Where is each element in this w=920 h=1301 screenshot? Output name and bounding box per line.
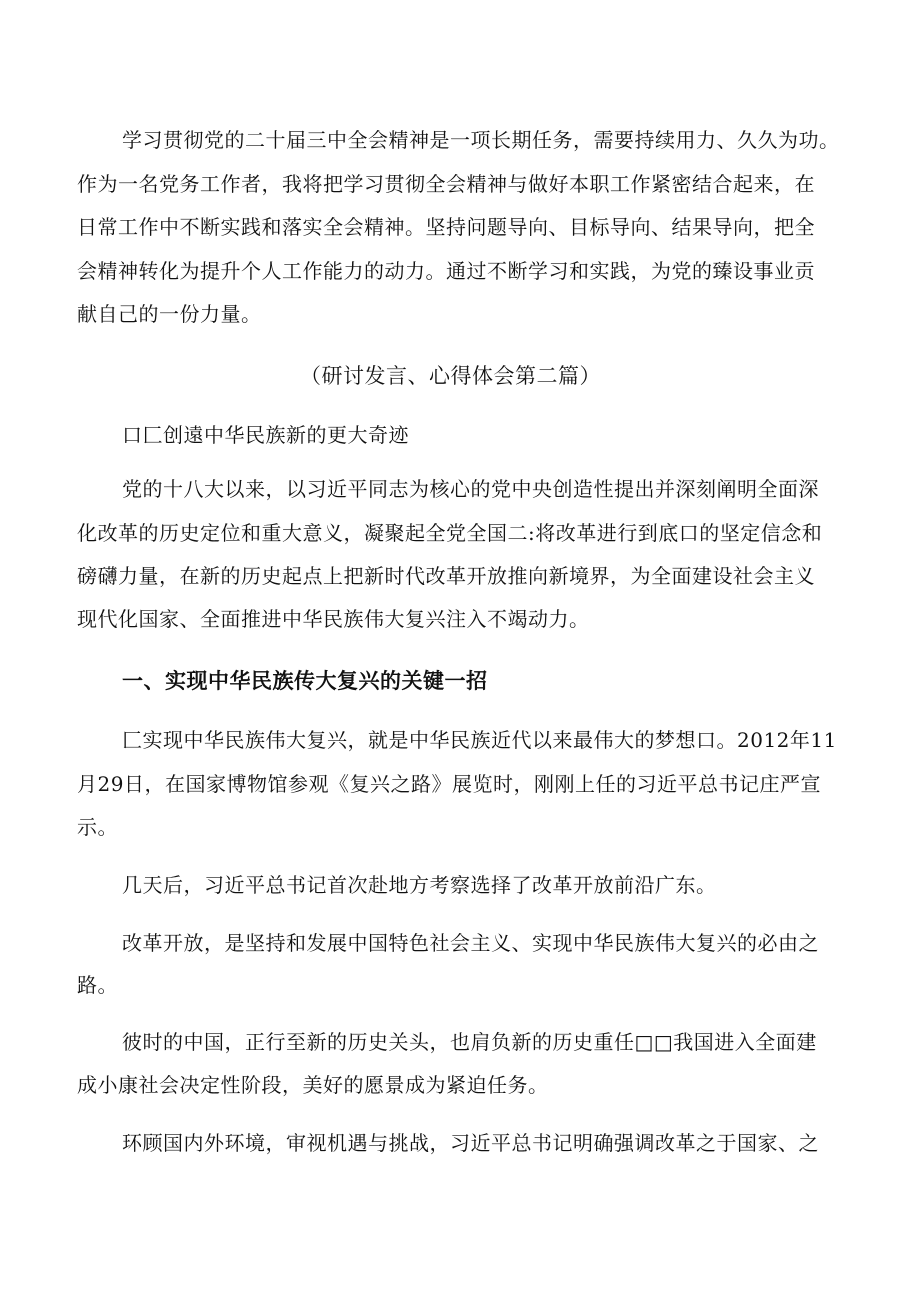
text-line: 化改革的历史定位和重大意义，凝聚起全党全国二:将改革进行到底口的坚定信念和: [77, 521, 823, 545]
text-line: 示。: [77, 815, 118, 839]
text-line: 党的十八大以来，以习近平同志为核心的党中央创造性提出并深刻阐明全面深: [122, 477, 819, 501]
text-line: 献自己的一份力量。: [77, 302, 262, 326]
text-line: 月29日，在国家博物馆参观《复兴之路》展览时，刚刚上任的习近平总书记庄严宣: [77, 772, 821, 796]
text-line: 现代化国家、全面推进中华民族伟大复兴注入不竭动力。: [77, 607, 590, 631]
paragraph-3: 几天后，习近平总书记首次赴地方考察选择了改革开放前沿广东。: [122, 873, 717, 897]
text-line: 日常工作中不断实践和落实全会精神。坚持问题导向、目标导向、结果导向，把全: [77, 215, 815, 239]
text-line: 路。: [77, 973, 118, 997]
text-line: 改革开放，是坚持和发展中国特色社会主义、实现中华民族伟大复兴的必由之: [122, 931, 819, 955]
text-line: 成小康社会决定性阶段，美好的愿景成为紧迫任务。: [77, 1073, 549, 1097]
section-title: （研讨发言、心得体会第二篇）: [300, 364, 601, 388]
text-line: 作为一名党务工作者，我将把学习贯彻全会精神与做好本职工作紧密结合起来，在: [77, 172, 815, 196]
heading-1: 一、实现中华民族传大复兴的关键一招: [122, 669, 488, 693]
paragraph-6: 环顾国内外环境，审视机遇与挑战，习近平总书记明确强调改革之于国家、之: [122, 1131, 819, 1155]
text-line: 磅礴力量，在新的历史起点上把新时代改革开放推向新境界，为全面建设社会主义: [77, 564, 815, 588]
subtitle: 口匚创遠中华民族新的更大奇迹: [122, 423, 409, 447]
text-line: 彼时的中国，正行至新的历史关头，也肩负新的历史重任□□我国进入全面建: [122, 1030, 817, 1054]
text-line: 学习贯彻党的二十届三中全会精神是一项长期任务，需要持续用力、久久为功。: [122, 128, 840, 152]
text-line: 会精神转化为提升个人工作能力的动力。通过不断学习和实践，为党的臻设事业贡: [77, 259, 815, 283]
text-line: 匚实现中华民族伟大复兴，就是中华民族近代以来最伟大的梦想口。2012年11: [122, 728, 837, 752]
